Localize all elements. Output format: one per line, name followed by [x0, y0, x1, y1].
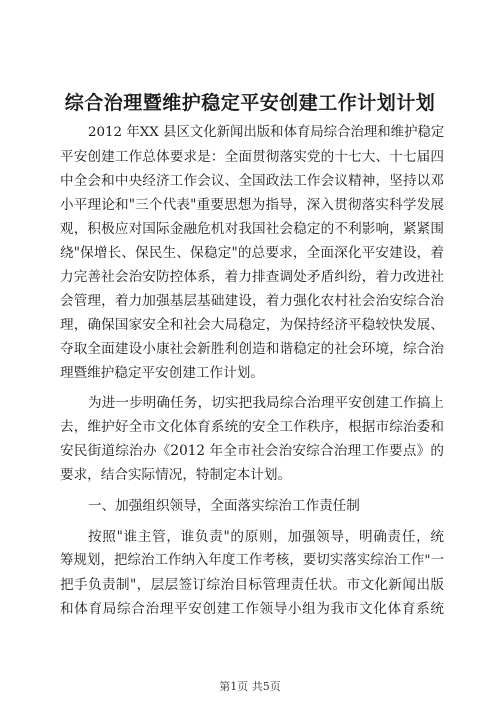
paragraph-1-line-2: 平安创建工作总体要求是：全面贯彻落实党的十七大、十七届四 [60, 149, 444, 165]
paragraph-1-line-5: 观，积极应对国际金融危机对我国社会稳定的不利影响，紧紧围 [60, 221, 444, 237]
paragraph-1-line-4: 小平理论和"三个代表"重要思想为指导，深入贯彻落实科学发展 [60, 197, 444, 213]
paragraph-1-line-9: 理，确保国家安全和社会大局稳定，为保持经济平稳较快发展、 [60, 317, 444, 333]
paragraph-1-line-8: 会管理，着力加强基层基础建设，着力强化农村社会治安综合治 [60, 293, 444, 309]
paragraph-2-line-3: 安民街道综治办《2012 年全市社会治安综合治理工作要点》的 [60, 443, 444, 459]
page-title: 综合治理暨维护稳定平安创建工作计划计划 [64, 92, 436, 114]
paragraph-2-line-4: 要求，结合实际情况，特制定本计划。 [60, 467, 292, 483]
paragraph-2-line-2: 去，维护好全市文化体育系统的安全工作秩序，根据市综治委和 [60, 419, 444, 435]
paragraph-3-line-3: 把手负责制"，层层签订综治目标管理责任状。市文化新闻出版 [60, 577, 444, 593]
paragraph-1-line-6: 绕"保增长、保民生、保稳定"的总要求，全面深化平安建设，着 [60, 245, 444, 261]
paragraph-3-line-1: 按照"谁主管，谁负责"的原则，加强领导，明确责任，统 [88, 529, 444, 545]
paragraph-1-line-1: 2012 年XX 县区文化新闻出版和体育局综合治理和维护稳定 [88, 125, 445, 140]
paragraph-1-line-10: 夺取全面建设小康社会新胜利创造和谐稳定的社会环境，综合治 [60, 341, 444, 357]
paragraph-2-line-1: 为进一步明确任务，切实把我局综合治理平安创建工作搞上 [88, 395, 444, 411]
paragraph-1-line-11: 理暨维护稳定平安创建工作计划。 [60, 365, 264, 381]
page-number-footer: 第1页 共5页 [219, 680, 281, 693]
section-heading-1: 一、加强组织领导，全面落实综治工作责任制 [88, 498, 360, 514]
paragraph-3-line-4: 和体育局综合治理平安创建工作领导小组为我市文化体育系统 [60, 601, 444, 617]
paragraph-1-line-3: 中全会和中央经济工作会议、全国政法工作会议精神，坚持以邓 [60, 173, 444, 189]
paragraph-3-line-2: 筹规划，把综治工作纳入年度工作考核，要切实落实综治工作"一 [60, 553, 444, 568]
paragraph-1-line-7: 力完善社会治安防控体系，着力排查调处矛盾纠纷，着力改进社 [60, 269, 444, 285]
